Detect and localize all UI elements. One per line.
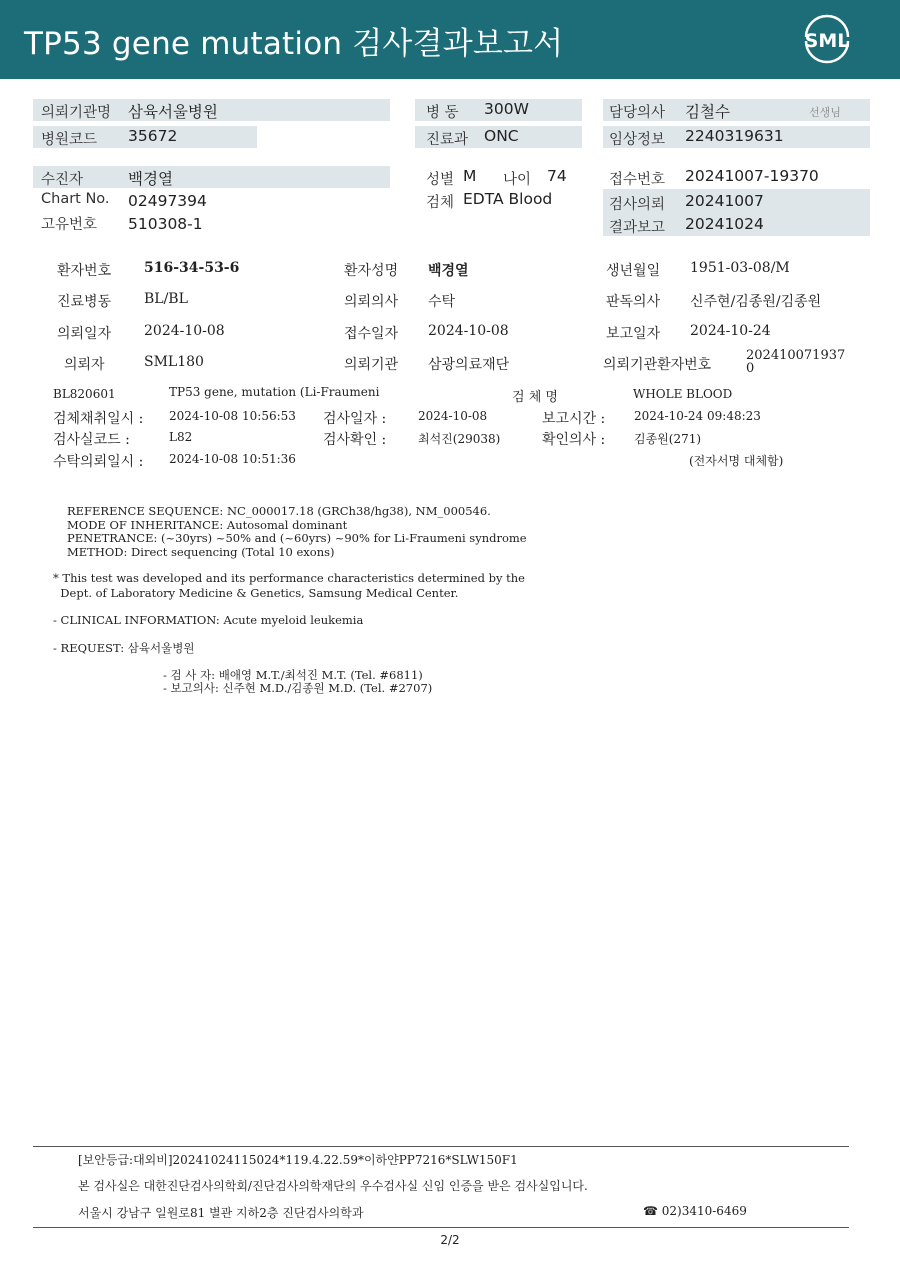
patient-label: 수진자 (41, 172, 84, 188)
note-line: * This test was developed and its performance characteristics determined by the (53, 571, 525, 585)
request-line: - REQUEST: 삼육서울병원 (53, 641, 195, 655)
requester-label: 의뢰자 (64, 357, 105, 373)
birth-label: 생년월일 (606, 263, 661, 279)
grid-ward-value: BL/BL (144, 291, 188, 307)
sex-label: 성별 (426, 172, 455, 188)
clinical-label: 임상정보 (609, 132, 666, 148)
confirm-doc-label: 확인의사 : (542, 432, 606, 448)
req-inst-label: 의뢰기관 (344, 357, 399, 373)
test-code: BL820601 (53, 387, 116, 401)
hospital-code-value: 35672 (128, 127, 178, 145)
unique-label: 고유번호 (41, 217, 98, 233)
report-title: TP53 gene mutation 검사결과보고서 (24, 26, 564, 62)
test-name: TP53 gene, mutation (Li-Fraumeni (169, 385, 380, 399)
recv-date-label: 접수일자 (344, 326, 399, 342)
address-text: 서울시 강남구 일원로81 별관 지하2층 진단검사의학과 (78, 1206, 364, 1220)
req-doctor-label: 의뢰의사 (344, 294, 399, 310)
report-date-value: 2024-10-24 (690, 323, 771, 339)
req-doctor-value: 수탁 (428, 294, 456, 310)
report-time-value: 2024-10-24 09:48:23 (634, 409, 761, 423)
esign-note: (전자서명 대체함) (689, 454, 784, 468)
staff-line: - 보고의사: 신주현 M.D./김종원 M.D. (Tel. #2707) (163, 681, 433, 695)
note-line: Dept. of Laboratory Medicine & Genetics, Samsung Medical Center. (53, 586, 459, 600)
institution-label: 의뢰기관명 (41, 105, 112, 121)
req-inst-value: 삼광의료재단 (428, 357, 510, 373)
patient-name-value: 백경열 (428, 263, 469, 279)
specimen-value: EDTA Blood (463, 190, 553, 208)
test-specimen-value: WHOLE BLOOD (633, 387, 733, 401)
reception-value: 20241007-19370 (685, 167, 819, 185)
result-label: 결과보고 (609, 220, 666, 236)
lab-code-label: 검사실코드 : (53, 432, 130, 448)
confirm-doc-value: 김종원(271) (634, 432, 702, 446)
ward-label: 병 동 (426, 105, 459, 121)
confirm-value: 최석진(29038) (418, 432, 501, 446)
collect-value: 2024-10-08 10:56:53 (169, 409, 296, 423)
doctor-value: 김철수 (685, 103, 730, 121)
test-date-value: 2024-10-08 (418, 409, 488, 423)
inst-patient-label: 의뢰기관환자번호 (603, 357, 712, 373)
clinical-value: 2240319631 (685, 127, 784, 145)
reader-label: 판독의사 (606, 294, 661, 310)
patient-no-value: 516-34-53-6 (144, 260, 240, 276)
doctor-label: 담당의사 (609, 105, 666, 121)
reference-line: REFERENCE SEQUENCE: NC_000017.18 (GRCh38/hg38), NM_000546. (67, 504, 491, 518)
doctor-suffix: 선생님 (809, 106, 841, 119)
birth-value: 1951-03-08/M (690, 260, 790, 276)
consign-label: 수탁의뢰일시 : (53, 454, 144, 470)
grid-ward-label: 진료병동 (57, 294, 112, 310)
logo-text: SML (804, 30, 850, 52)
reception-label: 접수번호 (609, 172, 666, 188)
phone-number: ☎ 02)3410-6469 (643, 1204, 747, 1218)
age-label: 나이 (503, 172, 532, 188)
staff-line: - 검 사 자: 배애영 M.T./최석진 M.T. (Tel. #6811) (163, 668, 423, 682)
test-date-label: 검사일자 : (323, 411, 387, 427)
reference-line: METHOD: Direct sequencing (Total 10 exons) (67, 544, 335, 559)
reference-line: PENETRANCE: (~30yrs) ~50% and (~60yrs) ~90% for Li-Fraumeni syndrome (67, 531, 527, 545)
chart-label: Chart No. (41, 191, 110, 207)
sml-logo (796, 11, 858, 67)
report-header (0, 0, 900, 79)
reader-value: 신주현/김종원/김종원 (690, 294, 822, 310)
footer-bottom-divider (33, 1227, 849, 1228)
patient-box (33, 166, 390, 188)
requester-value: SML180 (144, 354, 204, 370)
dept-value: ONC (484, 127, 519, 145)
request-label: 검사의뢰 (609, 197, 666, 213)
recv-date-value: 2024-10-08 (428, 323, 509, 339)
req-date-value: 2024-10-08 (144, 323, 225, 339)
reference-line: MODE OF INHERITANCE: Autosomal dominant (67, 517, 348, 532)
institution-value: 삼육서울병원 (128, 103, 218, 121)
patient-no-label: 환자번호 (57, 263, 112, 279)
result-value: 20241024 (685, 215, 764, 233)
report-time-label: 보고시간 : (542, 411, 606, 427)
specimen-label: 검체 (426, 195, 455, 211)
request-value: 20241007 (685, 192, 764, 210)
inst-patient-value: 2024100719370 (746, 348, 846, 376)
consign-value: 2024-10-08 10:51:36 (169, 452, 296, 466)
patient-name-label: 환자성명 (344, 263, 399, 279)
footer-top-divider (33, 1146, 849, 1147)
ward-value: 300W (484, 100, 529, 118)
security-line: [보안등급:대외비]20241024115024*119.4.22.59*이하얀PP7216*SLW150F1 (78, 1153, 518, 1167)
page-number: 2/2 (440, 1233, 460, 1247)
unique-value: 510308-1 (128, 215, 203, 233)
dept-label: 진료과 (426, 132, 469, 148)
certification-text: 본 검사실은 대한진단검사의학회/진단검사의학재단의 우수검사실 신임 인증을 받은 검사실입니다. (78, 1179, 588, 1193)
lab-code-value: L82 (169, 430, 193, 444)
report-date-label: 보고일자 (606, 326, 661, 342)
hospital-code-label: 병원코드 (41, 132, 98, 148)
patient-value: 백경열 (128, 170, 173, 188)
chart-value: 02497394 (128, 192, 207, 210)
confirm-label: 검사확인 : (323, 432, 387, 448)
collect-label: 검체채취일시 : (53, 411, 144, 427)
test-specimen-label: 검 체 명 (512, 390, 558, 405)
age-value: 74 (547, 167, 567, 185)
sex-value: M (463, 167, 477, 185)
req-date-label: 의뢰일자 (57, 326, 112, 342)
clinical-information: - CLINICAL INFORMATION: Acute myeloid leukemia (53, 613, 364, 627)
